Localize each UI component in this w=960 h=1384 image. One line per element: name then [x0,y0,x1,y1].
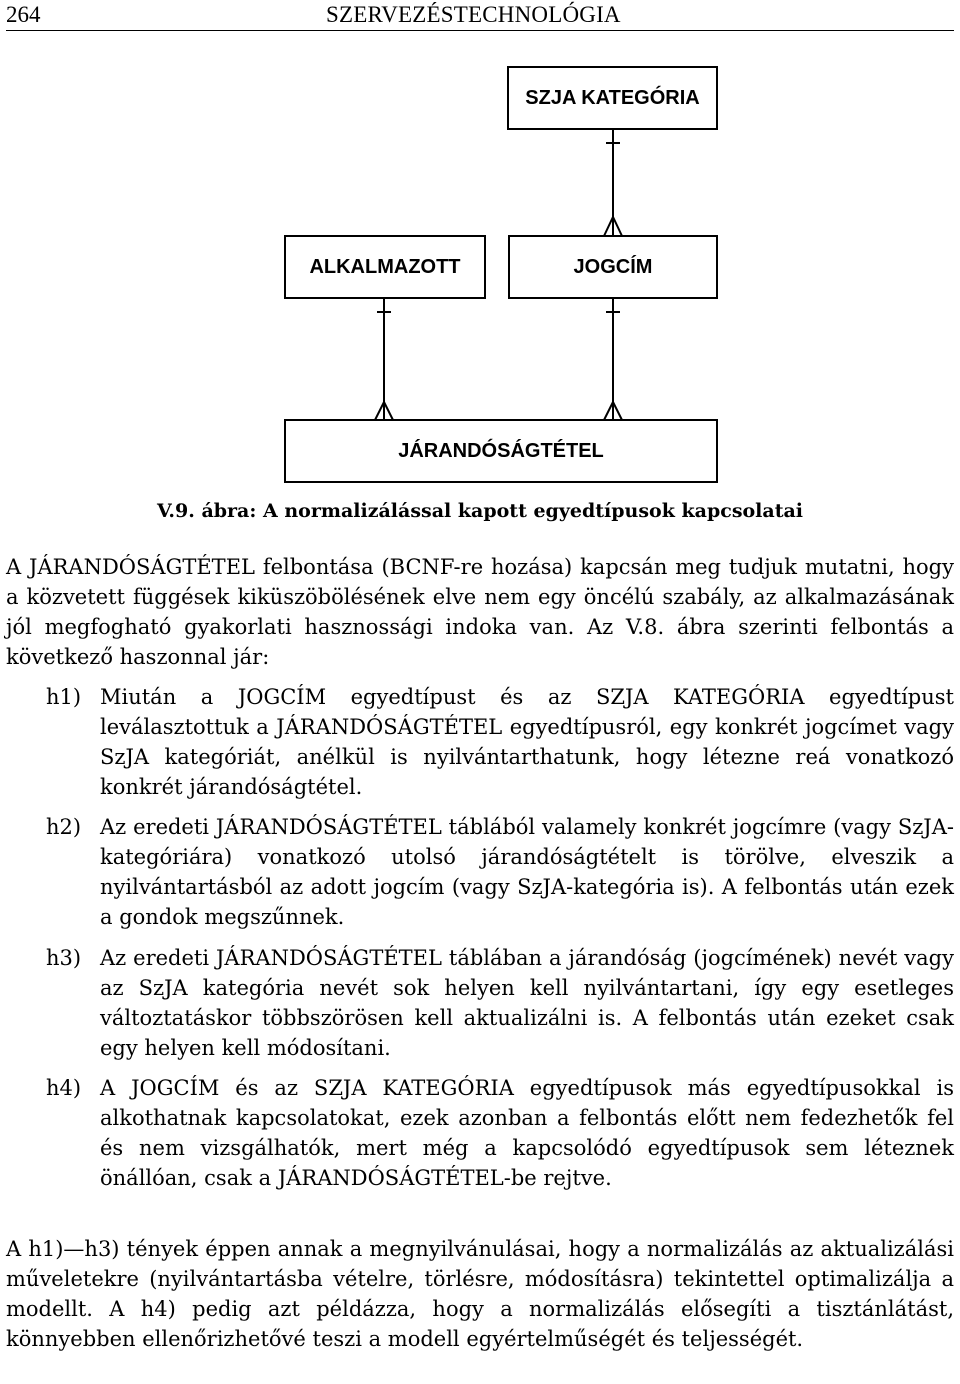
figure-caption: V.9. ábra: A normalizálással kapott egyedtípusok kapcsolatai [156,500,804,522]
entity-alkalmazott: ALKALMAZOTT [284,235,486,299]
item-text: A JOGCÍM és az SZJA KATEGÓRIA egyedtípusok más egyedtípusokkal is alkothatnak kapcsolatokat, ezek azonban a felbontás előtt nem fedezhetők fel és nem vizsgálhatók, mert még a kapcsolódó egyedtípusok sem léteznek önállóan, csak a JÁRANDÓSÁGTÉTEL-be rejtve. [100,1076,954,1190]
list-item-h3 [46,943,954,1063]
item-label: h1) [46,685,82,709]
item-label: h2) [46,815,82,839]
item-text: Az eredeti JÁRANDÓSÁGTÉTEL táblából valamely konkrét jogcímre (vagy SzJA-kategóriára) vonatkozó utolsó járandóságtételt is törölve, elveszik a nyilvántartásból az adott jogcím (vagy SzJA-kategória is). A felbontás után ezek a gondok megszűnnek. [100,815,954,929]
list-item-h2 [46,812,954,932]
entity-szja-kategoria: SZJA KATEGÓRIA [507,66,718,130]
list-item-h4 [46,1073,954,1193]
list-item-h1 [46,682,954,802]
page-number: 264 [6,2,41,27]
conclusion-paragraph: A h1)—h3) tények éppen annak a megnyilvánulásai, hogy a normalizálás az aktualizálási műveletekre (nyilvántartásba vételre, törlésre, módosításra) tekintettel optimalizálja a modellt. A h4) pedig azt példázza, hogy a normalizálás elősegíti a tisztánlátást, könnyebben ellenőrizhetővé teszi a modell egyértelműségét és teljességét. [6,1237,954,1351]
item-text: Az eredeti JÁRANDÓSÁGTÉTEL táblában a járandóság (jogcímének) nevét vagy az SzJA kategória nevét sok helyen kell nyilvántartani, így egy esetleges változtatáskor többszörösen kell aktualizálni is. A felbontás után ezeket csak egy helyen kell módosítani. [100,946,954,1060]
item-label: h3) [46,946,82,970]
item-text: Miután a JOGCÍM egyedtípust és az SZJA KATEGÓRIA egyedtípust leválasztottuk a JÁRANDÓSÁGTÉTEL egyedtípusról, egy konkrét jogcímet vagy SzJA kategóriát, anélkül is nyilvántarthatunk, hogy létezne reá vonatkozó konkrét járandóságtétel. [100,685,954,799]
intro-paragraph: A JÁRANDÓSÁGTÉTEL felbontása (BCNF-re hozása) kapcsán meg tudjuk mutatni, hogy a közvetett függések kiküszöbölésének elve nem egy öncélú szabály, az alkalmazásának jól megfogható gyakorlati hasznossági indoka van. Az V.8. ábra szerinti felbontás a következő haszonnal jár: [6,555,954,669]
entity-jarandosagtetel: JÁRANDÓSÁGTÉTEL [284,419,718,483]
entity-jogcim: JOGCÍM [508,235,718,299]
running-title: SZERVEZÉSTECHNOLÓGIA [326,2,621,27]
item-label: h4) [46,1076,82,1100]
